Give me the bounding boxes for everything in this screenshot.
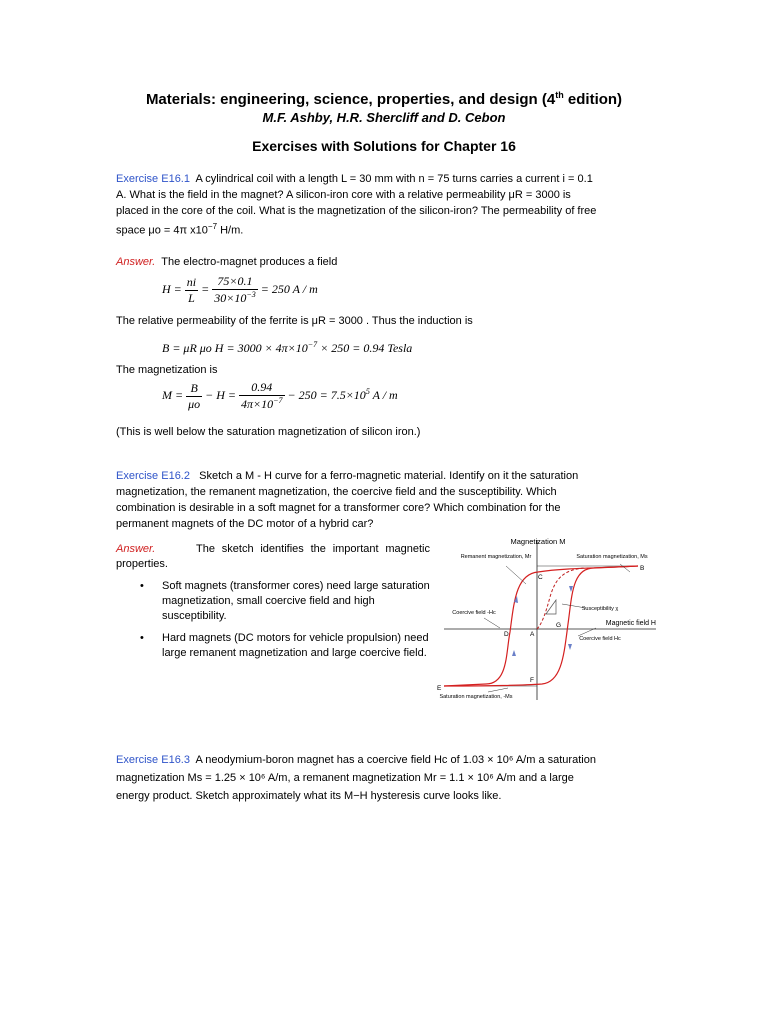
saturation-top-label: Saturation magnetization, Ms xyxy=(576,554,648,560)
remanent-label: Remanent magnetization, Mr xyxy=(460,554,532,560)
answer-label: Answer. xyxy=(116,543,156,555)
saturation-bottom-label: Saturation magnetization, -Ms xyxy=(439,694,513,700)
coercive-right-label: Coercive field Hc xyxy=(579,636,621,642)
exercise-label: Exercise E16.3 xyxy=(116,754,190,766)
hysteresis-figure xyxy=(434,532,660,710)
saturation-bottom-leader xyxy=(488,688,508,692)
chapter-subtitle: Exercises with Solutions for Chapter 16 xyxy=(252,138,516,154)
authors: M.F. Ashby, H.R. Shercliff and D. Cebon xyxy=(262,110,506,125)
point-g-label: G xyxy=(556,622,562,629)
coercive-left-leader xyxy=(484,618,500,628)
susceptibility-label: Susceptibility χ xyxy=(581,606,619,612)
exercise-label: Exercise E16.1 xyxy=(116,173,190,185)
x-axis-label: Magnetic field H xyxy=(605,620,656,627)
point-e-label: E xyxy=(437,685,442,692)
document-title: Materials: engineering, science, properties, and design (4th edition) xyxy=(145,90,623,108)
exercise-e16-2-question: Exercise E16.2 Sketch a M - H curve for a ferro-magnetic material. Identify on it the saturation magnetization, the remanent magnetization, the coercive field and the susceptibility. Which combination is desirable in a soft magnet for a transformer core? Which combination for the permanent magnets of the DC motor of a hybrid car? xyxy=(116,470,579,530)
coercive-left-label: Coercive field -Hc xyxy=(452,610,496,616)
point-b-label: B xyxy=(640,565,645,572)
point-c-label: C xyxy=(538,574,543,581)
magnetization-equation: M = $\frac{B}{\mu o}$ − H = $\frac{0.94}{4\pi\times 10^{-7}}$ − $250 = 7.5\times 10^5$ A / m xyxy=(162,380,398,411)
exercise-e16-2-answer: Answer. The sketch identifies the important magnetic properties. xyxy=(116,543,430,570)
remanent-leader xyxy=(506,566,526,584)
exercise-e16-1-question: Exercise E16.1 A cylindrical coil with a length L = 30 mm with n = 75 turns carries a current i = 0.1 A. What is the field in the magnet? A silicon-iron core with a relative permeability μR = 3000 is placed in the core of the coil. What is the magnetization of the silicon-iron? The permeability of free space μo = 4π $x10^{-7}$ H/m. xyxy=(116,173,597,237)
exercise-e16-1-answer-intro: Answer. The electro-magnet produces a field xyxy=(116,256,338,268)
arrow-up-icon xyxy=(512,650,516,656)
saturation-leader xyxy=(620,564,630,572)
permeability-text: The relative permeability of the ferrite is μR = 3000 . Thus the induction is xyxy=(116,315,473,327)
exercise-label: Exercise E16.2 xyxy=(116,470,190,482)
initial-magnetization-curve xyxy=(537,568,584,629)
bullet-soft-magnets: • Soft magnets (transformer cores) need large saturation magnetization, small coercive field and high susceptibility. xyxy=(140,580,430,622)
y-axis-label: Magnetization M xyxy=(510,537,566,546)
exercise-e16-3-question: Exercise E16.3 A neodymium-boron magnet has a coercive field Hc of 1.03 × 10⁶ A/m a saturation magnetization Ms = 1.25 × 10⁶ A/m, a remanent magnetization Mr = 1.1 × 10⁶ A/m and a large energy product. Sketch approximately what its M−H hysteresis curve looks like. xyxy=(116,754,596,802)
field-equation: H = $\frac{ni}{L}$ = $\frac{75\times 0.1}{30\times 10^{-3}}$ = 250 A / m xyxy=(162,274,318,305)
point-f-label: F xyxy=(530,677,534,684)
point-d-label: D xyxy=(504,631,509,638)
point-a-label: A xyxy=(530,631,535,638)
saturation-note: (This is well below the saturation magnetization of silicon iron.) xyxy=(116,426,421,438)
induction-equation: B = μR μo $H = 3000 \times 4\pi\times 10^{-7} \times 250 = 0.94$ Tesla xyxy=(162,340,413,355)
answer-label: Answer. xyxy=(116,256,156,268)
magnetization-text: The magnetization is xyxy=(116,364,218,376)
susceptibility-triangle xyxy=(546,600,556,614)
arrow-down-icon xyxy=(568,644,572,650)
bullet-hard-magnets: • Hard magnets (DC motors for vehicle propulsion) need large remanent magnetization and large coercive field. xyxy=(140,632,429,659)
